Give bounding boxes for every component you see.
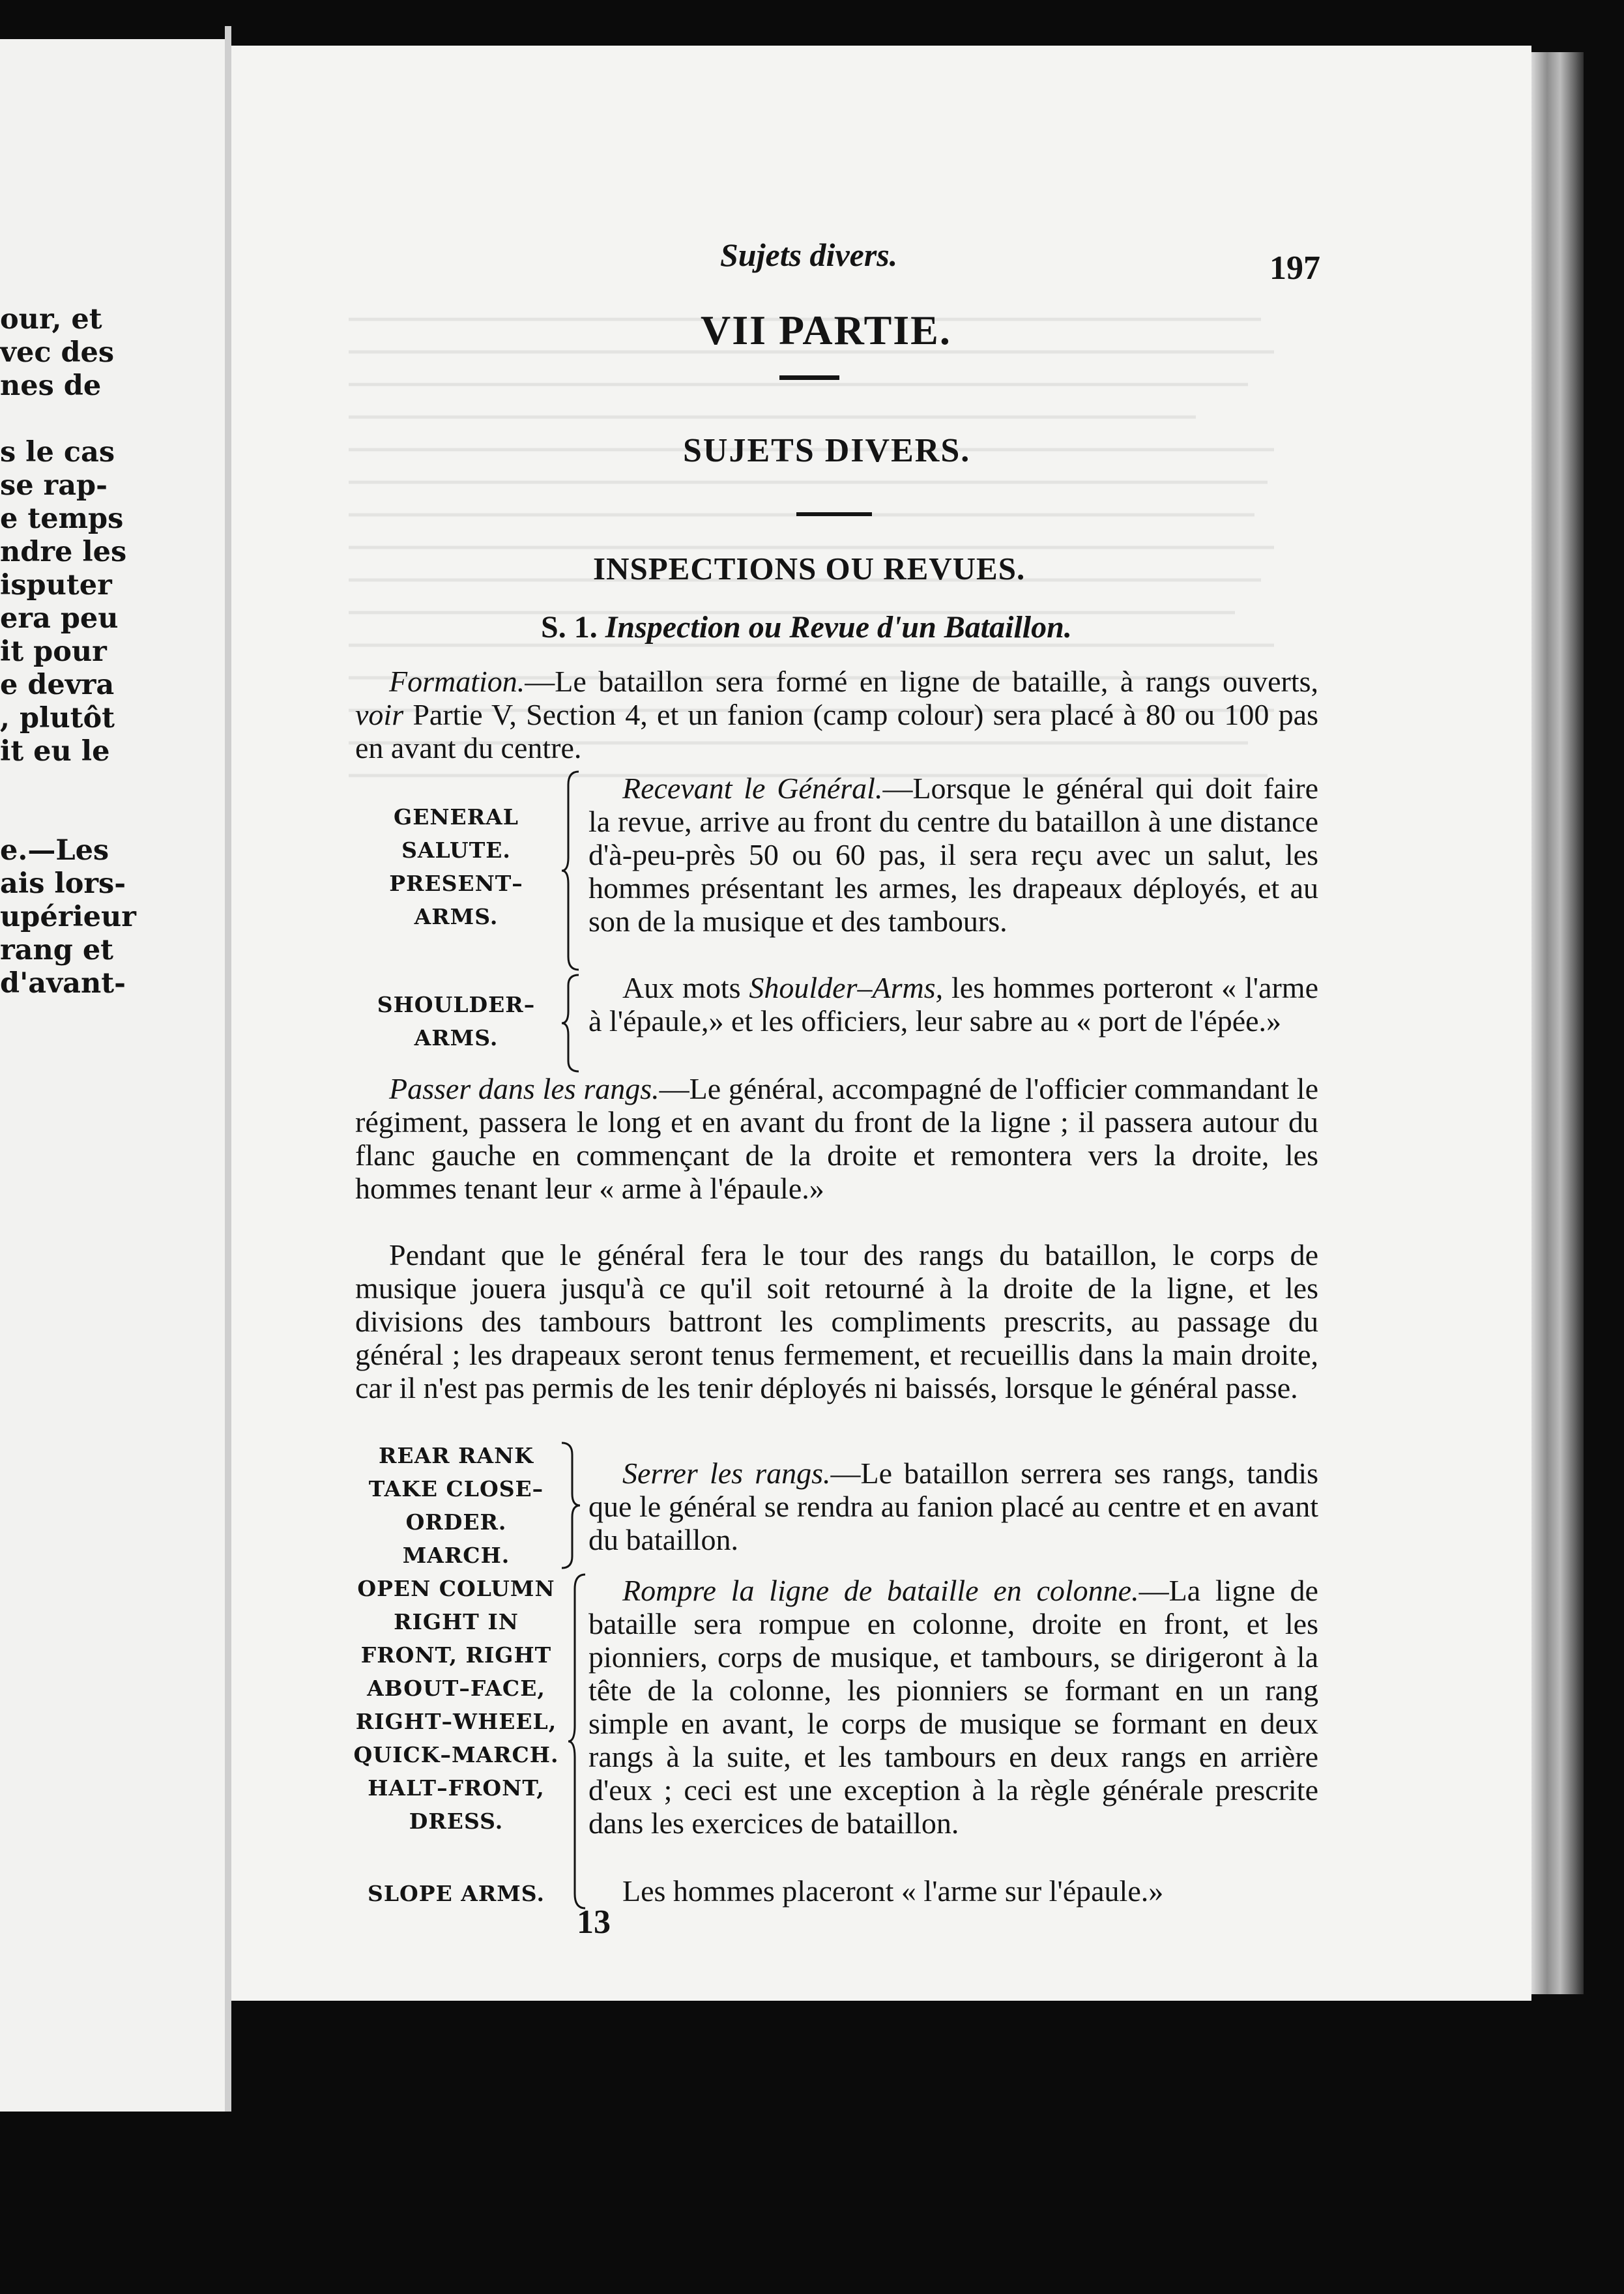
command-line: RIGHT IN <box>394 1609 519 1634</box>
page-edge-shading <box>1531 52 1584 1994</box>
left-line: upérieur <box>0 901 136 933</box>
command-line: SALUTE. <box>401 837 511 863</box>
left-line: it pour <box>0 635 107 668</box>
command-line: ARMS. <box>414 904 499 929</box>
signature-mark: 13 <box>577 1904 611 1941</box>
subsection-title: INSPECTIONS OU REVUES. <box>593 551 1026 587</box>
command-line: HALT–FRONT, <box>368 1775 545 1801</box>
left-page-fragment <box>0 39 225 2112</box>
left-line: e.—Les <box>0 834 109 867</box>
left-line: ais lors- <box>0 867 126 900</box>
command-line: FRONT, RIGHT <box>360 1642 552 1668</box>
left-line: e devra <box>0 669 115 701</box>
left-line: e temps <box>0 502 124 535</box>
rompre-lead: Rompre la ligne de bataille en colonne. <box>622 1574 1139 1607</box>
left-line: se rap- <box>0 469 108 502</box>
passer-lead: Passer dans les rangs. <box>389 1072 660 1105</box>
article-title: Inspection ou Revue d'un Bataillon. <box>605 610 1072 645</box>
left-line: , plutôt <box>0 702 115 734</box>
left-line: isputer <box>0 569 112 602</box>
slope-arms-command: SLOPE ARMS. <box>368 1881 545 1906</box>
left-line: s le cas <box>0 436 115 469</box>
general-salute-paragraph <box>588 772 1318 938</box>
command-line: QUICK–MARCH. <box>353 1742 559 1767</box>
shoulder-arms-text: les hommes porteront « l'arme à l'épaule,» et les officiers, leur sabre au « port de l'épée.» <box>588 971 1319 1038</box>
section-rule <box>796 512 872 516</box>
left-line: d'avant- <box>0 967 126 1000</box>
command-line: TAKE CLOSE– <box>368 1476 544 1502</box>
formation-text: —Le bataillon sera formé en ligne de bataille, à rangs ouverts, <box>525 665 1318 698</box>
left-line: nes de <box>0 370 102 402</box>
left-line: it eu le <box>0 735 110 768</box>
command-line: REAR RANK <box>379 1443 534 1468</box>
shoulder-arms-pre: Aux mots <box>622 971 749 1004</box>
general-salute-text: —Lorsque le général qui doit faire la revue, arrive au front du centre du bataillon à une distance d'à-peu-près 50 ou 60 pas, il sera reçu avec un salut, les hommes présentant les armes, les drapeaux déployés, et au son de la musique et des tambours. <box>588 772 1318 938</box>
section-title: SUJETS DIVERS. <box>683 432 971 469</box>
part-title: VII PARTIE. <box>701 307 951 353</box>
shoulder-arms-lead: Shoulder–Arms, <box>749 971 944 1004</box>
command-line: RIGHT–WHEEL, <box>355 1709 557 1734</box>
pendant-paragraph: Pendant que le général fera le tour des rangs du bataillon, le corps de musique jouera jusqu'à ce qu'il soit retourné à la droite de la ligne, et les divisions des tambours battront les compliments prescrits, au passage du général ; les drapeaux seront tenus fermement, et recueillis dans la main droite, car il n'est pas permis de les tenir déployés ni baissés, lorsque le général passe. <box>355 1238 1318 1404</box>
book-gutter <box>225 26 231 2112</box>
slope-arms-paragraph: Les hommes placeront « l'arme sur l'épaule.» <box>622 1874 1164 1908</box>
left-line: ndre les <box>0 536 127 568</box>
command-line: GENERAL <box>394 804 519 830</box>
command-line: OPEN COLUMN <box>357 1576 555 1601</box>
rompre-paragraph <box>588 1574 1318 1840</box>
left-line: vec des <box>0 336 115 369</box>
article-heading <box>541 609 1072 645</box>
serrer-lead: Serrer les rangs. <box>622 1457 831 1490</box>
command-line: ARMS. <box>414 1025 499 1051</box>
general-salute-lead: Recevant le Général. <box>622 772 883 805</box>
shoulder-arms-commands <box>349 988 564 1054</box>
serrer-text: —Le bataillon serrera ses rangs, tandis que le général se rendra au fanion placé au centre et en avant du bataillon. <box>588 1457 1318 1556</box>
left-line: our, et <box>0 303 102 336</box>
command-line: SHOULDER– <box>377 992 536 1017</box>
formation-paragraph <box>355 665 1318 764</box>
brace <box>566 1572 589 1911</box>
running-head: Sujets divers. <box>720 237 898 273</box>
brace <box>559 972 583 1074</box>
shoulder-arms-paragraph <box>588 971 1318 1038</box>
page-number: 197 <box>1269 250 1320 287</box>
title-rule <box>779 375 839 380</box>
formation-lead: Formation. <box>389 665 525 698</box>
brace <box>559 769 583 972</box>
serrer-paragraph <box>588 1457 1318 1556</box>
command-line: ABOUT–FACE, <box>367 1676 545 1701</box>
command-line: DRESS. <box>409 1808 504 1834</box>
formation-text2: Partie V, Section 4, et un fanion (camp colour) sera placé à 80 ou 100 pas en avant du centre. <box>355 698 1318 764</box>
rompre-text: —La ligne de bataille sera rompue en colonne, droite en front, et les pionniers, corps de musique, et tambours, se dirigeront à la tête de la colonne, les pionniers se formant en un rang simple en avant, le corps de musique se formant en deux rangs à la suite, et les tambours en deux rangs en arrière d'eux ; ceci est une exception à la règle générale prescrite dans les exercices de bataillon. <box>588 1574 1318 1840</box>
command-line: PRESENT– <box>389 871 523 896</box>
general-salute-commands <box>349 800 564 933</box>
left-line: rang et <box>0 934 114 966</box>
rompre-commands <box>349 1572 564 1838</box>
command-line: MARCH. <box>402 1543 510 1568</box>
formation-voir: voir <box>355 698 404 731</box>
command-line: ORDER. <box>405 1509 507 1535</box>
passer-paragraph <box>355 1072 1318 1205</box>
article-number: S. 1. <box>541 610 598 645</box>
left-line: era peu <box>0 602 119 635</box>
serrer-commands <box>349 1439 564 1572</box>
brace <box>559 1440 583 1571</box>
passer-text: —Le général, accompagné de l'officier commandant le régiment, passera le long et en avant du front de la ligne ; il passera autour du flanc gauche en commençant de la droite et remontera vers la droite, les hommes tenant leur « arme à l'épaule.» <box>355 1072 1318 1205</box>
